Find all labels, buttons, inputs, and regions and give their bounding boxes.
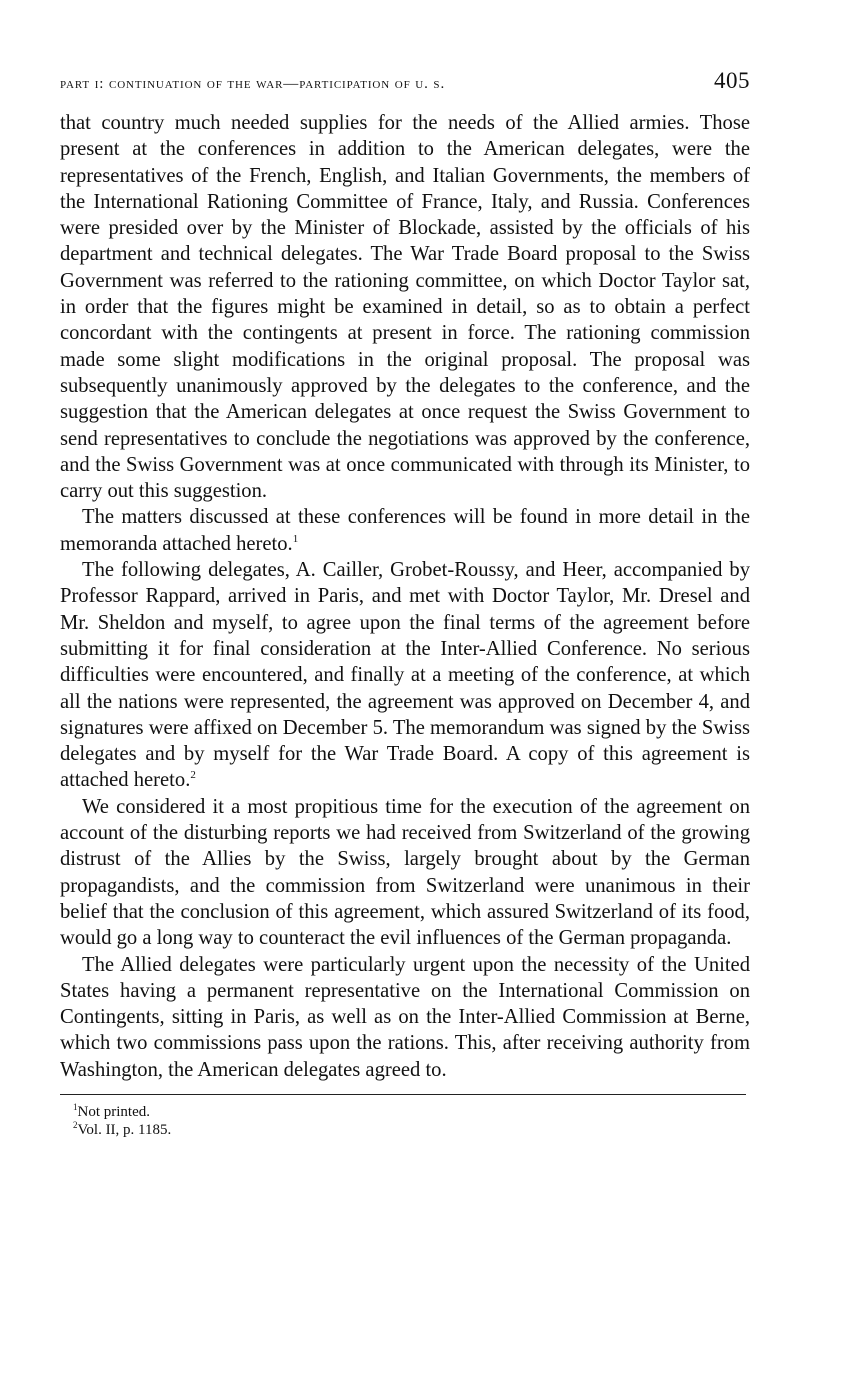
paragraph-conference-summary	[60, 110, 750, 504]
running-title: part i: continuation of the war—participation of u. s.	[60, 76, 446, 92]
paragraph-text: The following delegates, A. Cailler, Grobet-Roussy, and Heer, accompanied by Professor Rappard, arrived in Paris, and met with Doctor Taylor, Mr. Dresel and Mr. Sheldon and myself, to agree upon the final terms of the agreement before submitting it for final consideration at the Inter-Allied Conference. No serious difficulties were encountered, and finally at a meeting of the conference, at which all the nations were represented, the agreement was approved on December 4, and signatures were affixed on December 5. The memorandum was signed by the Swiss delegates and by myself for the War Trade Board. A copy of this agreement is attached hereto.	[60, 559, 750, 792]
footnote-mark: 2	[73, 1119, 78, 1130]
footnote-reference: 2	[190, 769, 196, 782]
paragraph-propitious-time	[60, 794, 750, 952]
footnote-reference: 1	[292, 532, 299, 545]
paragraph-swiss-delegates	[60, 557, 750, 794]
footnote-divider	[60, 1094, 746, 1095]
footnote-text: Not printed.	[77, 1103, 150, 1120]
footnote	[73, 1103, 750, 1121]
footnote-mark: 1	[73, 1101, 78, 1112]
document-page	[60, 68, 750, 1139]
page-number: 405	[714, 68, 750, 93]
running-head	[60, 68, 750, 102]
paragraph-text: We considered it a most propitious time for the execution of the agreement on account of the disturbing reports we had received from Switzerland of the growing distrust of the Allies by the Swiss, largely brought about by the German propagandists, and the commission from Switzerland were unanimous in their belief that the conclusion of this agreement, which assured Switzerland of its food, would go a long way to counteract the evil influences of the German propaganda.	[60, 795, 750, 950]
footnote-text: Vol. II, p. 1185.	[77, 1121, 172, 1138]
body-text	[60, 110, 750, 1083]
paragraph-allied-delegates	[60, 952, 750, 1083]
paragraph-matters-discussed	[60, 504, 750, 557]
footnotes	[60, 1103, 750, 1139]
paragraph-text: that country much needed supplies for the needs of the Allied armies. Those present at the conferences in addition to the American delegates, were the representatives of the French, English, and Italian Governments, the members of the International Rationing Committee of France, Italy, and Russia. Conferences were presided over by the Minister of Blockade, assisted by the officials of his department and technical delegates. The War Trade Board proposal to the Swiss Government was referred to the rationing committee, on which Doctor Taylor sat, in order that the figures might be examined in detail, so as to obtain a perfect concordant with the contingents at present in force. The rationing commission made some slight modifications in the original proposal. The proposal was subsequently unanimously approved by the delegates to the conference, and the suggestion that the American delegates at once request the Swiss Government to send representatives to conclude the negotiations was approved by the conference, and the Swiss Government was at once communicated with through its Minister, to carry out this suggestion.	[60, 112, 750, 503]
footnote	[73, 1121, 750, 1139]
paragraph-text: The Allied delegates were particularly urgent upon the necessity of the United States having a permanent representative on the International Commission on Contingents, sitting in Paris, as well as on the Inter-Allied Commission at Berne, which two commissions pass upon the rations. This, after receiving authority from Washington, the American delegates agreed to.	[60, 953, 750, 1081]
paragraph-text: The matters discussed at these conferences will be found in more detail in the memoranda attached hereto.	[60, 506, 750, 555]
